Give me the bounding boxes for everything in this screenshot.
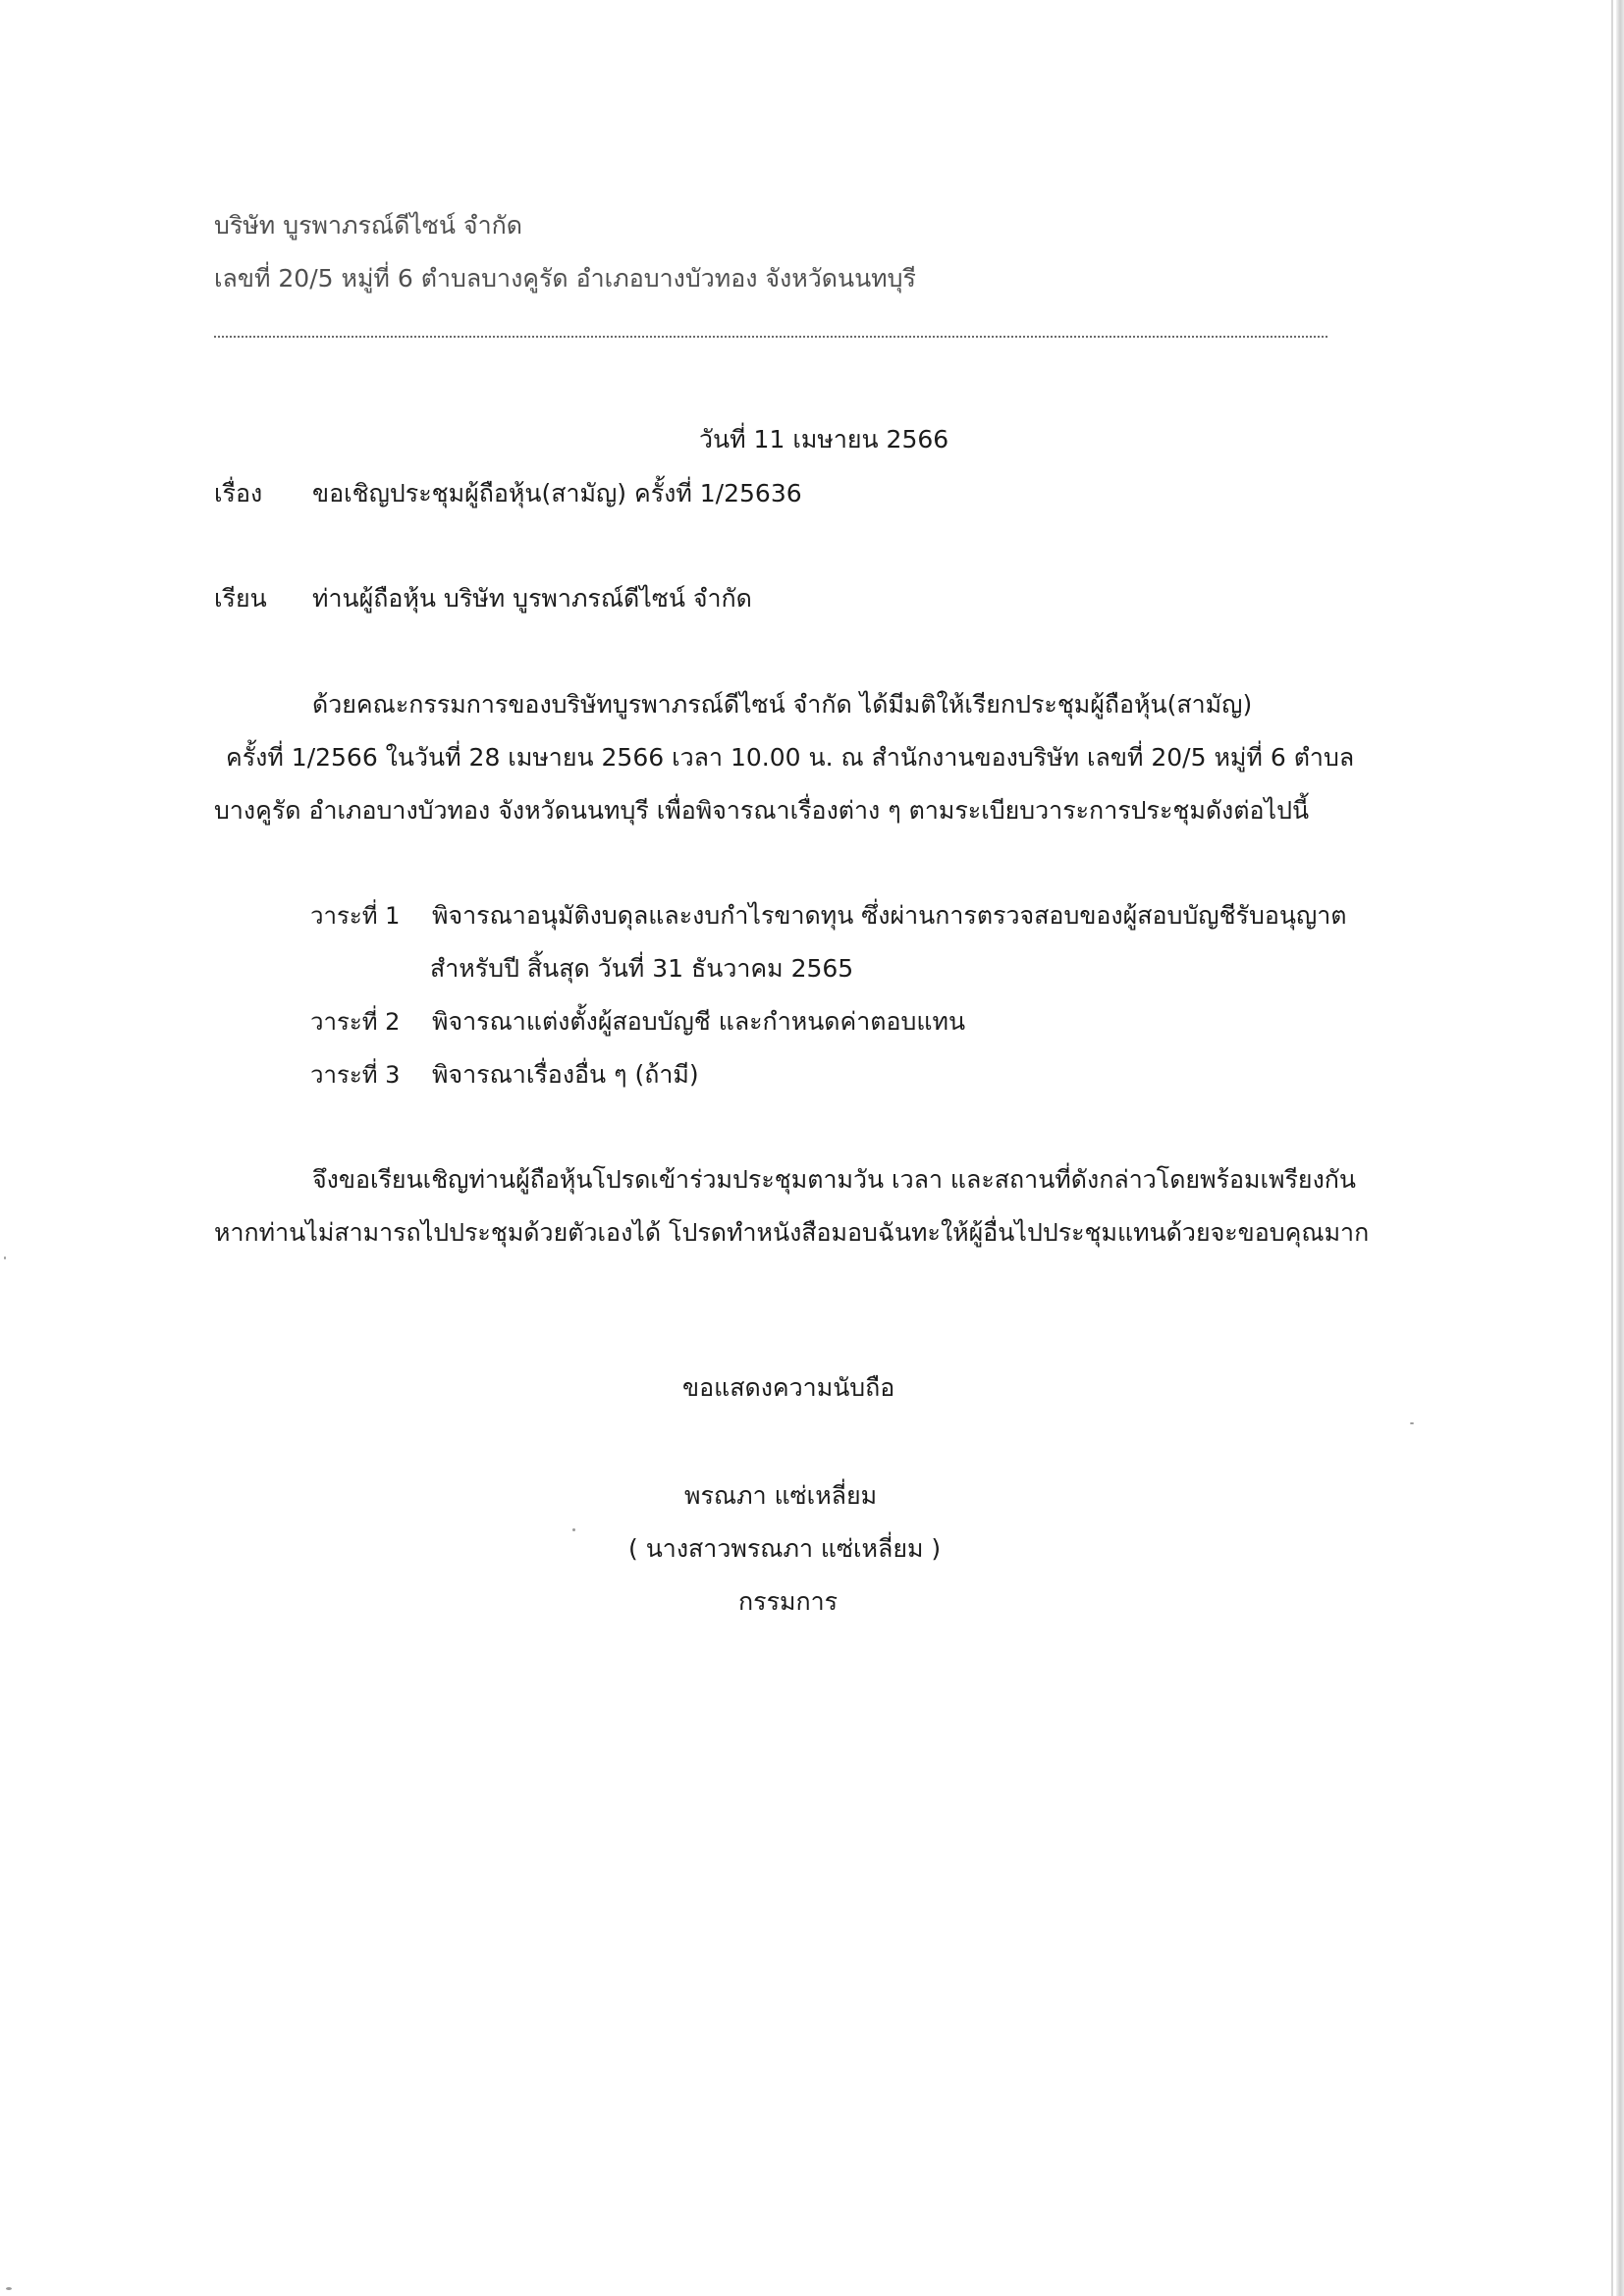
company-address: เลขที่ 20/5 หมู่ที่ 6 ตำบลบางคูรัด อำเภอบางบัวทอง จังหวัดนนทบุรี bbox=[214, 264, 916, 293]
agenda-2-number: วาระที่ 2 bbox=[310, 1008, 401, 1036]
agenda-3-text: พิจารณาเรื่องอื่น ๆ (ถ้ามี) bbox=[432, 1060, 699, 1089]
body-paragraph-1-line-1: ด้วยคณะกรรมการของบริษัทบูรพาภรณ์ดีไซน์ จำกัด ได้มีมติให้เรียกประชุมผู้ถือหุ้น(สามัญ) bbox=[312, 690, 1253, 719]
scan-speck bbox=[6, 2287, 12, 2290]
scan-edge-line bbox=[1611, 0, 1613, 2296]
body-paragraph-2-line-2: หากท่านไม่สามารถไปประชุมด้วยตัวเองได้ โปรดทำหนังสือมอบฉันทะให้ผู้อื่นไปประชุมแทนด้วยจะขอบคุณมาก bbox=[214, 1218, 1370, 1247]
closing-phrase: ขอแสดงความนับถือ bbox=[682, 1373, 895, 1402]
signature-name: พรณภา แซ่เหลี่ยม bbox=[684, 1481, 878, 1510]
agenda-2-text: พิจารณาแต่งตั้งผู้สอบบัญชี และกำหนดค่าตอบแทน bbox=[432, 1007, 966, 1036]
body-paragraph-1-line-2: ครั้งที่ 1/2566 ในวันที่ 28 เมษายน 2566 เวลา 10.00 น. ณ สำนักงานของบริษัท เลขที่ 20/5 หมู่ที่ 6 ตำบล bbox=[226, 743, 1355, 772]
recipient-label: เรียน bbox=[214, 584, 267, 613]
signature-title: กรรมการ bbox=[738, 1587, 839, 1616]
body-paragraph-1-line-3: บางคูรัด อำเภอบางบัวทอง จังหวัดนนทบุรี เพื่อพิจารณาเรื่องต่าง ๆ ตามระเบียบวาระการประชุมดังต่อไปนี้ bbox=[214, 796, 1310, 825]
scan-speck bbox=[4, 1256, 6, 1259]
scan-edge-shadow bbox=[1616, 0, 1624, 2296]
body-paragraph-2-line-1: จึงขอเรียนเชิญท่านผู้ถือหุ้นโปรดเข้าร่วมประชุมตามวัน เวลา และสถานที่ดังกล่าวโดยพร้อมเพรียงกัน bbox=[312, 1165, 1357, 1194]
company-name: บริษัท บูรพาภรณ์ดีไซน์ จำกัด bbox=[214, 211, 522, 240]
agenda-1-text: พิจารณาอนุมัติงบดุลและงบกำไรขาดทุน ซึ่งผ่านการตรวจสอบของผู้สอบบัญชีรับอนุญาต bbox=[432, 901, 1347, 930]
subject-text: ขอเชิญประชุมผู้ถือหุ้น(สามัญ) ครั้งที่ 1/25636 bbox=[312, 479, 802, 507]
scan-speck bbox=[572, 1528, 575, 1531]
letter-date: วันที่ 11 เมษายน 2566 bbox=[699, 425, 949, 454]
scan-speck bbox=[1410, 1422, 1414, 1424]
letterhead-divider bbox=[214, 336, 1327, 338]
recipient-text: ท่านผู้ถือหุ้น บริษัท บูรพาภรณ์ดีไซน์ จำกัด bbox=[312, 584, 752, 613]
agenda-1-text-continued: สำหรับปี สิ้นสุด วันที่ 31 ธันวาคม 2565 bbox=[430, 954, 854, 983]
agenda-1-number: วาระที่ 1 bbox=[310, 902, 401, 930]
subject-label: เรื่อง bbox=[214, 479, 263, 507]
signature-full-name: ( นางสาวพรณภา แซ่เหลี่ยม ) bbox=[628, 1534, 942, 1563]
agenda-3-number: วาระที่ 3 bbox=[310, 1061, 401, 1089]
